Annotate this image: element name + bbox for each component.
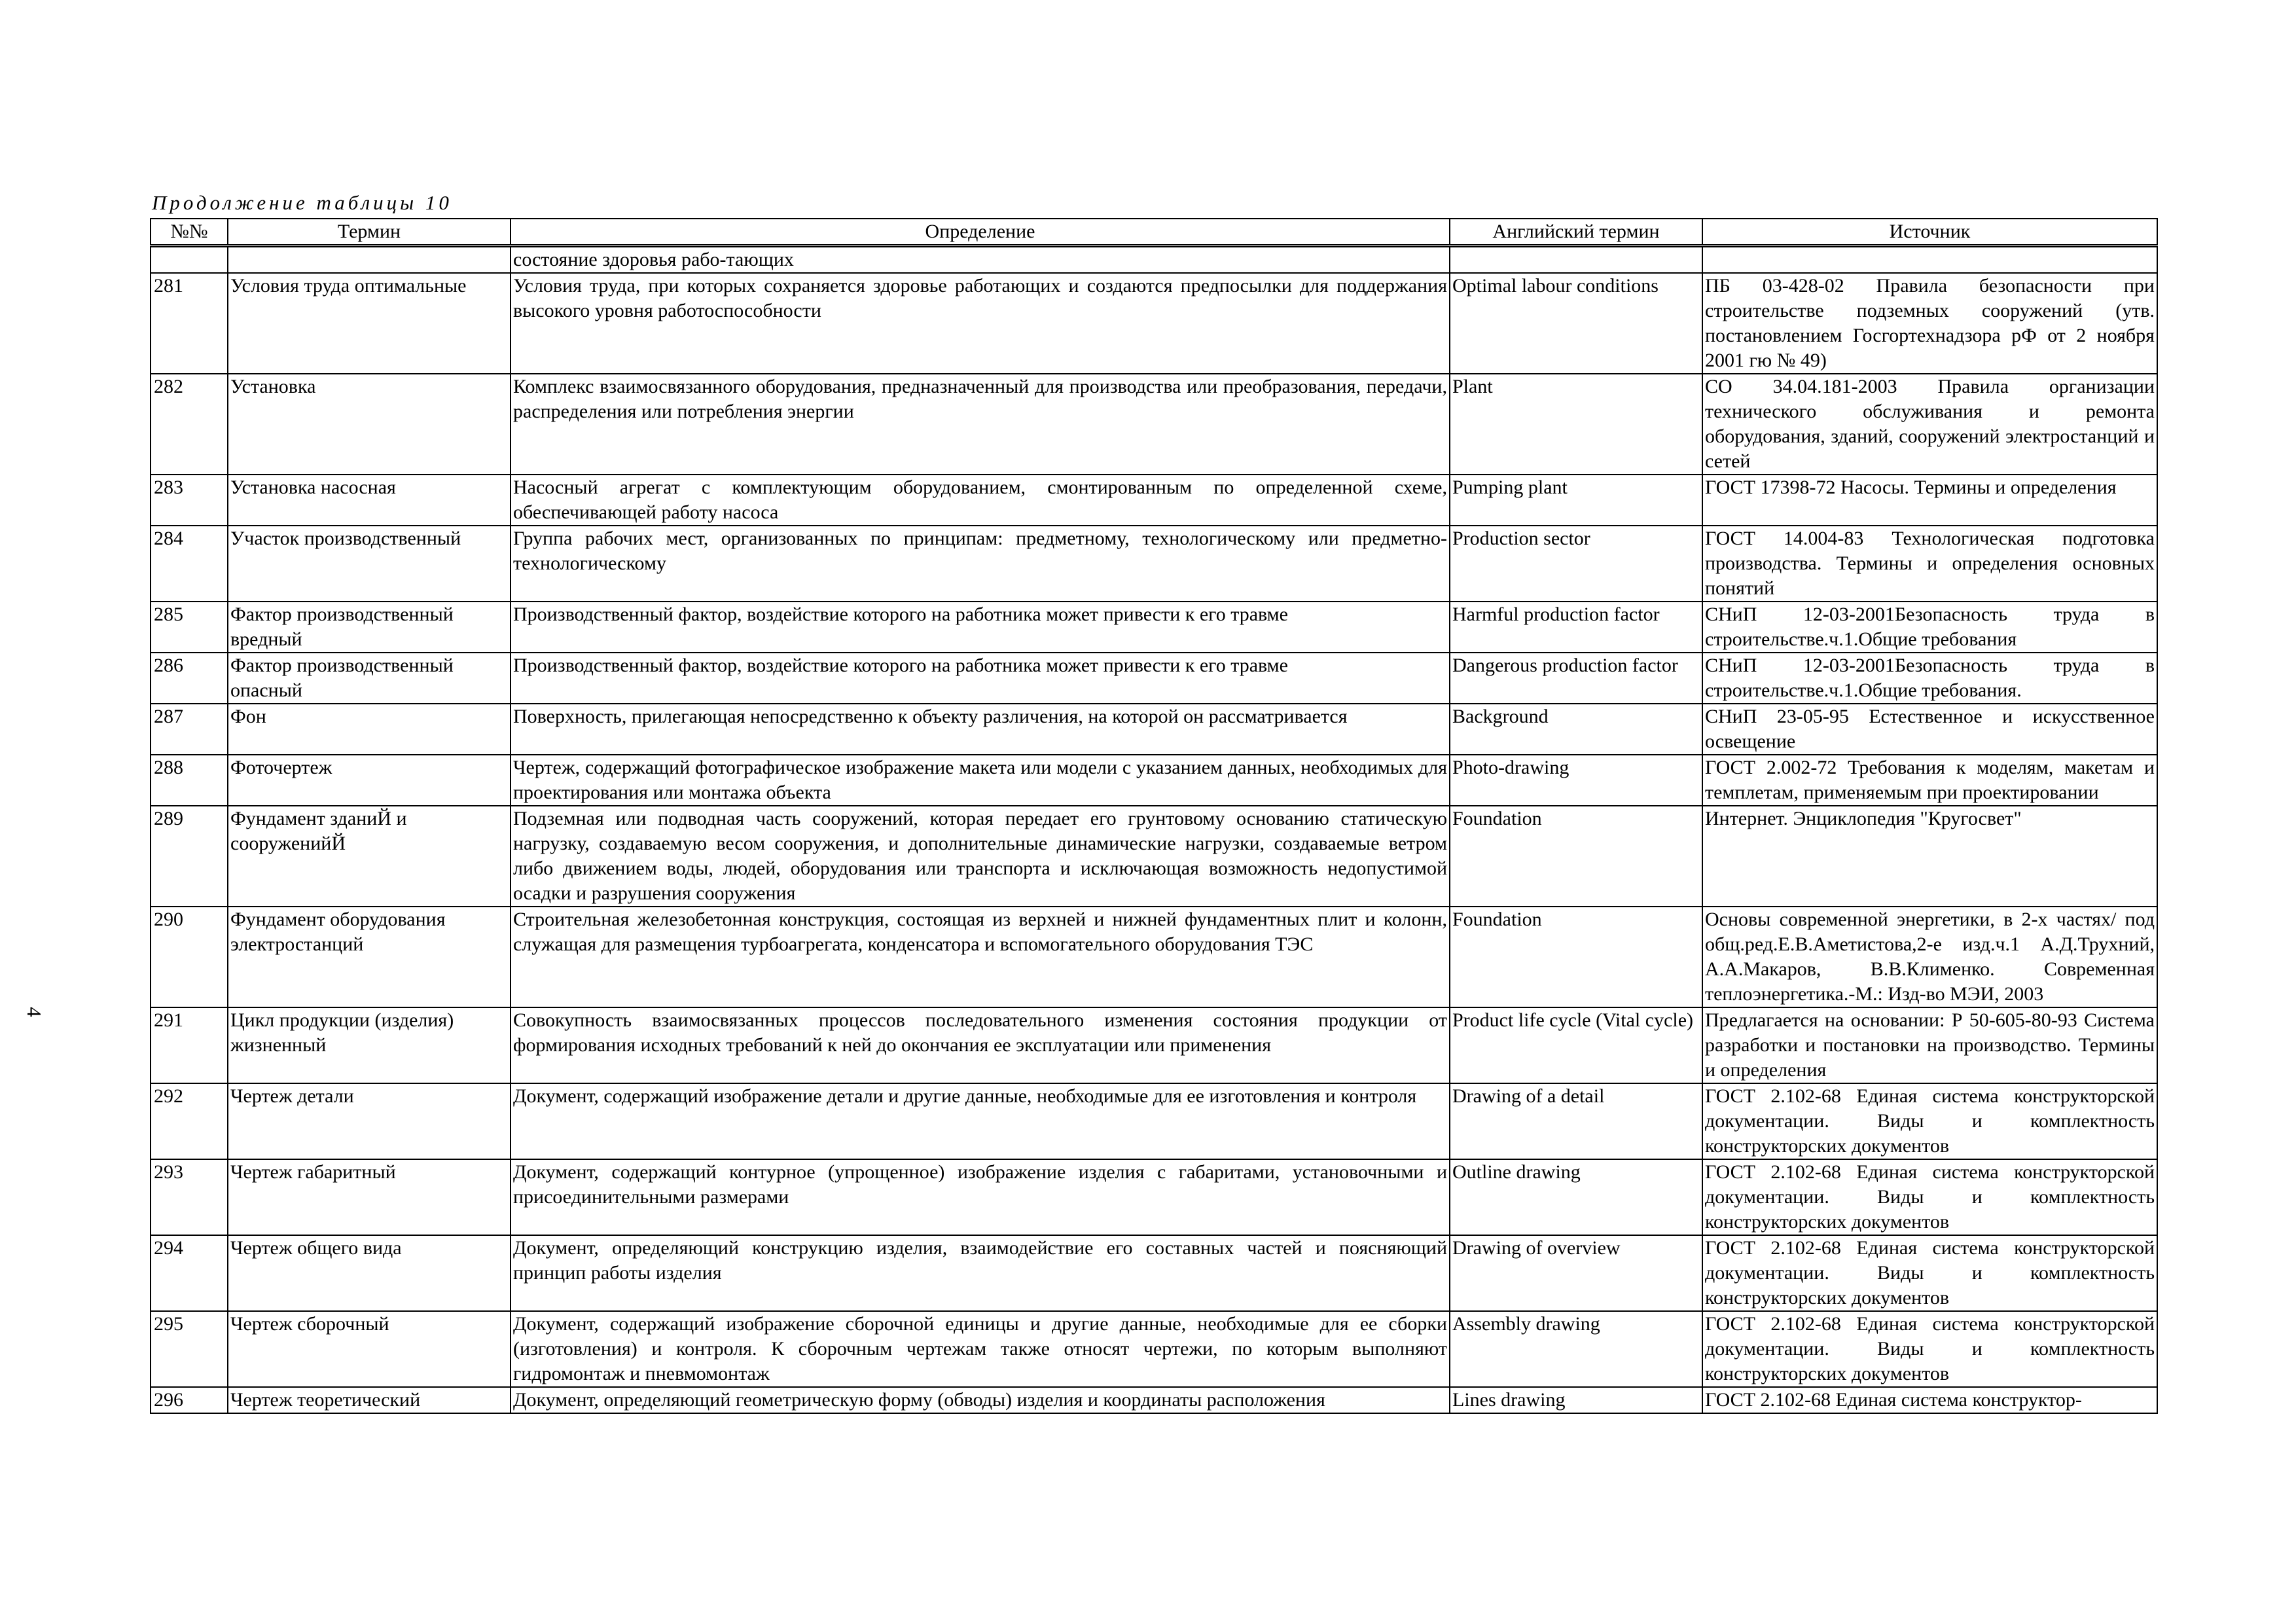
row-english-term: Foundation: [1450, 907, 1702, 1007]
row-term: Условия труда оптимальные: [228, 273, 511, 374]
row-definition: Подземная или подводная часть сооружений, которая передает его грунтовому основанию статическую нагрузку, создаваемую весом сооружения, и дополнительные динамические нагрузки, создаваемые ветром либо движением воды, людей, оборудования или транспорта и исключающая возможность недопустимой осадки и разрушения сооружения: [511, 806, 1450, 907]
row-number: 290: [151, 907, 228, 1007]
row-definition: Комплекс взаимосвязанного оборудования, предназначенный для производства или преобразования, передачи, распределения или потребления энергии: [511, 374, 1450, 475]
page-number: 4: [23, 1007, 46, 1017]
table-header-row: [151, 219, 2157, 246]
table-row: [151, 806, 2157, 907]
table-row: [151, 273, 2157, 374]
row-number: 285: [151, 602, 228, 653]
row-number: [151, 246, 228, 274]
terms-table: [150, 218, 2158, 1414]
row-source: ГОСТ 2.102-68 Единая система конструкторской документации. Виды и комплектность конструкторских документов: [1702, 1311, 2157, 1387]
row-term: Фундамент оборудования электростанций: [228, 907, 511, 1007]
row-english-term: Foundation: [1450, 806, 1702, 907]
row-source: Интернет. Энциклопедия "Кругосвет": [1702, 806, 2157, 907]
row-term: Фактор производственный вредный: [228, 602, 511, 653]
row-english-term: Plant: [1450, 374, 1702, 475]
table-row: [151, 1311, 2157, 1387]
row-term: Установка насосная: [228, 475, 511, 526]
row-source: ГОСТ 2.002-72 Требования к моделям, макетам и темплетам, применяемым при проектировании: [1702, 755, 2157, 806]
row-english-term: Drawing of overview: [1450, 1235, 1702, 1311]
row-term: Цикл продукции (изделия) жизненный: [228, 1007, 511, 1083]
row-number: 294: [151, 1235, 228, 1311]
table-row: [151, 1083, 2157, 1159]
table-row: [151, 907, 2157, 1007]
table-caption: Продолжение таблицы 10: [152, 191, 452, 214]
row-definition: Производственный фактор, воздействие которого на работника может привести к его травме: [511, 653, 1450, 704]
row-number: 287: [151, 704, 228, 755]
row-english-term: Dangerous production factor: [1450, 653, 1702, 704]
table-row: [151, 1159, 2157, 1235]
row-term: Чертеж детали: [228, 1083, 511, 1159]
row-english-term: Harmful production factor: [1450, 602, 1702, 653]
row-english-term: Background: [1450, 704, 1702, 755]
table-row: [151, 246, 2157, 274]
row-term: Фундамент зданиЙ и сооруженийЙ: [228, 806, 511, 907]
row-source: СНиП 23-05-95 Естественное и искусственное освещение: [1702, 704, 2157, 755]
table-row: [151, 1387, 2157, 1413]
row-term: Чертеж теоретический: [228, 1387, 511, 1413]
row-term: Чертеж общего вида: [228, 1235, 511, 1311]
row-number: 282: [151, 374, 228, 475]
table-row: [151, 1007, 2157, 1083]
row-english-term: Product life cycle (Vital cycle): [1450, 1007, 1702, 1083]
row-source: ГОСТ 2.102-68 Единая система конструкторской документации. Виды и комплектность конструкторских документов: [1702, 1235, 2157, 1311]
row-term: [228, 246, 511, 274]
row-definition: Документ, определяющий конструкцию изделия, взаимодействие его составных частей и поясняющий принцип работы изделия: [511, 1235, 1450, 1311]
row-definition: Документ, содержащий контурное (упрощенное) изображение изделия с габаритами, установочными и присоединительными размерами: [511, 1159, 1450, 1235]
row-number: 286: [151, 653, 228, 704]
row-definition: Насосный агрегат с комплектующим оборудованием, смонтированным по определенной схеме, обеспечивающей работу насоса: [511, 475, 1450, 526]
row-number: 284: [151, 526, 228, 602]
row-term: Чертеж сборочный: [228, 1311, 511, 1387]
row-definition: состояние здоровья рабо-тающих: [511, 246, 1450, 274]
row-source: СО 34.04.181-2003 Правила организации технического обслуживания и ремонта оборудования, зданий, сооружений электростанций и сетей: [1702, 374, 2157, 475]
row-source: ГОСТ 2.102-68 Единая система конструкторской документации. Виды и комплектность конструкторских документов: [1702, 1083, 2157, 1159]
row-term: Установка: [228, 374, 511, 475]
row-term: Фактор производственный опасный: [228, 653, 511, 704]
row-english-term: Optimal labour conditions: [1450, 273, 1702, 374]
row-english-term: Production sector: [1450, 526, 1702, 602]
table-row: [151, 653, 2157, 704]
row-number: 289: [151, 806, 228, 907]
row-number: 283: [151, 475, 228, 526]
row-term: Фоточертеж: [228, 755, 511, 806]
row-number: 292: [151, 1083, 228, 1159]
row-number: 288: [151, 755, 228, 806]
row-english-term: [1450, 246, 1702, 274]
row-definition: Совокупность взаимосвязанных процессов последовательного изменения состояния продукции от формирования исходных требований к ней до окончания ее эксплуатации или применения: [511, 1007, 1450, 1083]
row-definition: Документ, определяющий геометрическую форму (обводы) изделия и координаты расположения: [511, 1387, 1450, 1413]
row-source: Предлагается на основании: Р 50-605-80-93 Система разработки и постановки на производство. Термины и определения: [1702, 1007, 2157, 1083]
table-row: [151, 526, 2157, 602]
table-row: [151, 1235, 2157, 1311]
row-source: ПБ 03-428-02 Правила безопасности при строительстве подземных сооружений (утв. постановлением Госгортехнадзора рФ от 2 ноября 2001 гю № 49): [1702, 273, 2157, 374]
row-definition: Документ, содержащий изображение детали и другие данные, необходимые для ее изготовления и контроля: [511, 1083, 1450, 1159]
row-definition: Чертеж, содержащий фотографическое изображение макета или модели с указанием данных, необходимых для проектирования или монтажа объекта: [511, 755, 1450, 806]
row-source: ГОСТ 14.004-83 Технологическая подготовка производства. Термины и определения основных понятий: [1702, 526, 2157, 602]
table-row: [151, 602, 2157, 653]
row-definition: Строительная железобетонная конструкция, состоящая из верхней и нижней фундаментных плит и колонн, служащая для размещения турбоагрегата, конденсатора и вспомогательного оборудования ТЭС: [511, 907, 1450, 1007]
header-source: Источник: [1702, 219, 2157, 246]
row-english-term: Assembly drawing: [1450, 1311, 1702, 1387]
table-row: [151, 704, 2157, 755]
row-number: 295: [151, 1311, 228, 1387]
row-english-term: Pumping plant: [1450, 475, 1702, 526]
header-definition: Определение: [511, 219, 1450, 246]
row-number: 281: [151, 273, 228, 374]
header-number: №№: [151, 219, 228, 246]
row-english-term: Lines drawing: [1450, 1387, 1702, 1413]
table-row: [151, 475, 2157, 526]
row-definition: Поверхность, прилегающая непосредственно к объекту различения, на которой он рассматривается: [511, 704, 1450, 755]
table-row: [151, 755, 2157, 806]
row-source: ГОСТ 2.102-68 Единая система конструктор-: [1702, 1387, 2157, 1413]
row-definition: Условия труда, при которых сохраняется здоровье работающих и создаются предпосылки для поддержания высокого уровня работоспособности: [511, 273, 1450, 374]
row-definition: Группа рабочих мест, организованных по принципам: предметному, технологическому или предметно-технологическому: [511, 526, 1450, 602]
row-english-term: Drawing of a detail: [1450, 1083, 1702, 1159]
row-source: ГОСТ 2.102-68 Единая система конструкторской документации. Виды и комплектность конструкторских документов: [1702, 1159, 2157, 1235]
row-source: Основы современной энергетики, в 2-х частях/ под общ.ред.Е.В.Аметистова,2-е изд.ч.1 А.Д.Трухний, А.А.Макаров, В.В.Клименко. Современная теплоэнергетика.-М.: Изд-во МЭИ, 2003: [1702, 907, 2157, 1007]
row-term: Участок производственный: [228, 526, 511, 602]
row-english-term: Outline drawing: [1450, 1159, 1702, 1235]
row-term: Фон: [228, 704, 511, 755]
row-source: ГОСТ 17398-72 Насосы. Термины и определения: [1702, 475, 2157, 526]
row-source: СНиП 12-03-2001Безопасность труда в строительстве.ч.1.Общие требования: [1702, 602, 2157, 653]
row-number: 291: [151, 1007, 228, 1083]
table-body: [151, 246, 2157, 1414]
header-english-term: Английский термин: [1450, 219, 1702, 246]
row-term: Чертеж габаритный: [228, 1159, 511, 1235]
row-source: СНиП 12-03-2001Безопасность труда в строительстве.ч.1.Общие требования.: [1702, 653, 2157, 704]
table-row: [151, 374, 2157, 475]
row-definition: Производственный фактор, воздействие которого на работника может привести к его травме: [511, 602, 1450, 653]
row-number: 296: [151, 1387, 228, 1413]
row-source: [1702, 246, 2157, 274]
row-definition: Документ, содержащий изображение сборочной единицы и другие данные, необходимые для ее сборки (изготовления) и контроля. К сборочным чертежам также относят чертежи, по которым выполняют гидромонтаж и пневмомонтаж: [511, 1311, 1450, 1387]
row-english-term: Photo-drawing: [1450, 755, 1702, 806]
row-number: 293: [151, 1159, 228, 1235]
header-term: Термин: [228, 219, 511, 246]
